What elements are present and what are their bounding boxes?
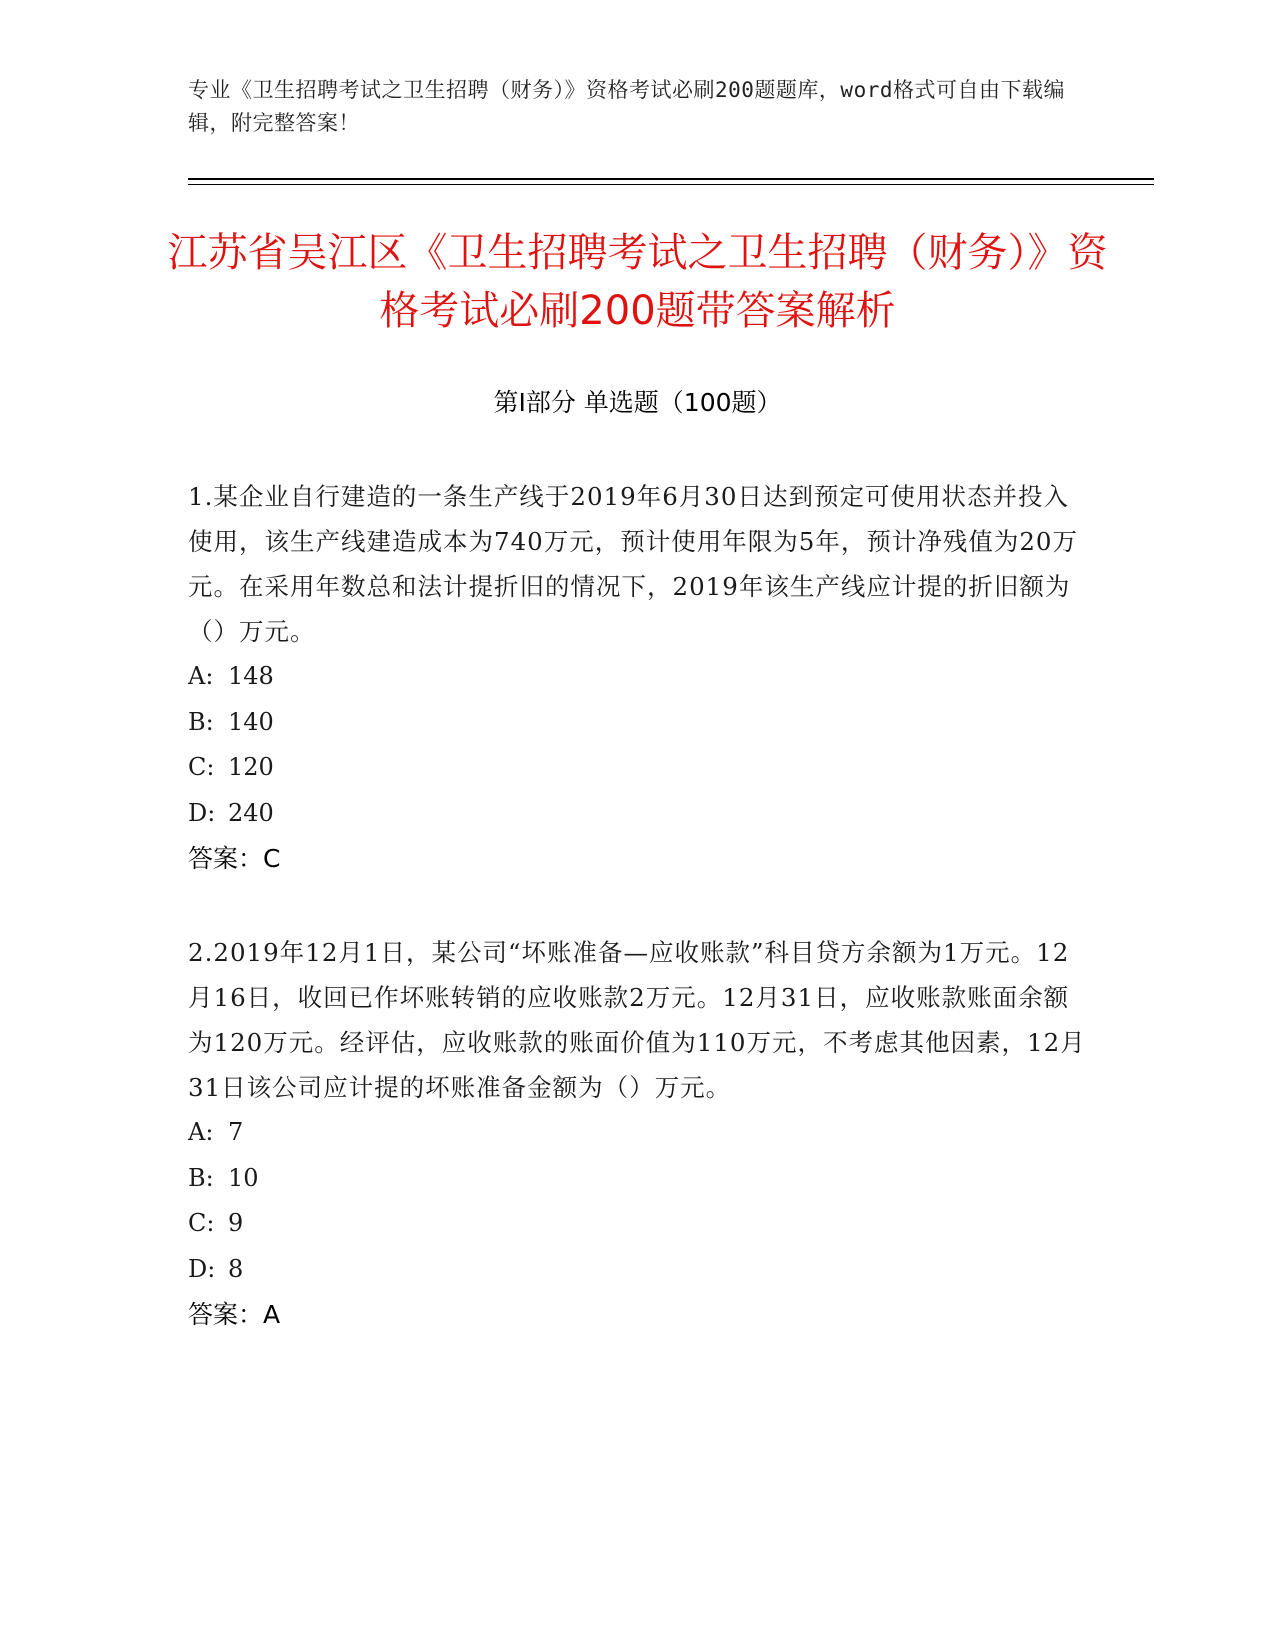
option-letter: D: [188,798,216,827]
option-letter: B: [188,1163,214,1192]
section-heading: 第Ⅰ部分 单选题（100题） [493,388,782,417]
option-text: 10 [228,1163,259,1192]
option-text: 7 [228,1118,244,1146]
option-text: 140 [228,707,274,736]
header-divider-thick [188,178,1154,180]
option-letter: C: [188,753,215,781]
option-d [188,791,1088,837]
option-b [188,700,1088,746]
answer-line: 答案：C [188,844,281,873]
option-letter: D: [188,1254,216,1283]
question-stem: 2.2019年12月1日，某公司“坏账准备—应收账款”科目贷方余额为1万元。12月16日，收回已作坏账转销的应收账款2万元。12月31日，应收账款账面余额为120万元。经评估，应收账款的账面价值为110万元，不考虑其他因素，12月31日该公司应计提的坏账准备金额为（）万元。 [188,938,1086,1102]
option-text: 8 [228,1254,244,1283]
option-letter: B: [188,707,214,736]
option-list [188,1110,1088,1292]
option-text: 120 [228,753,274,781]
option-text: 240 [228,798,274,827]
option-a [188,654,1088,700]
option-letter: A: [188,1118,214,1146]
option-c [188,745,1088,791]
answer-line: 答案：A [188,1300,281,1329]
option-letter: A: [188,662,214,690]
question-2 [188,930,1088,1338]
option-text: 148 [228,662,274,690]
header-divider-thin [188,184,1154,185]
document-title: 江苏省吴江区《卫生招聘考试之卫生招聘（财务）》资格考试必刷200题带答案解析 [167,230,1108,334]
option-d [188,1247,1088,1293]
option-list [188,654,1088,836]
option-a [188,1110,1088,1156]
option-letter: C: [188,1209,215,1237]
header-note: 专业《卫生招聘考试之卫生招聘（财务）》资格考试必刷200题题库，word格式可自由下载编辑，附完整答案！ [188,78,1065,135]
option-c [188,1201,1088,1247]
question-1 [188,474,1088,882]
option-text: 9 [228,1209,244,1237]
option-b [188,1156,1088,1202]
question-stem: 1.某企业自行建造的一条生产线于2019年6月30日达到预定可使用状态并投入使用，该生产线建造成本为740万元，预计使用年限为5年，预计净残值为20万元。在采用年数总和法计提折旧的情况下，2019年该生产线应计提的折旧额为（）万元。 [188,482,1079,646]
